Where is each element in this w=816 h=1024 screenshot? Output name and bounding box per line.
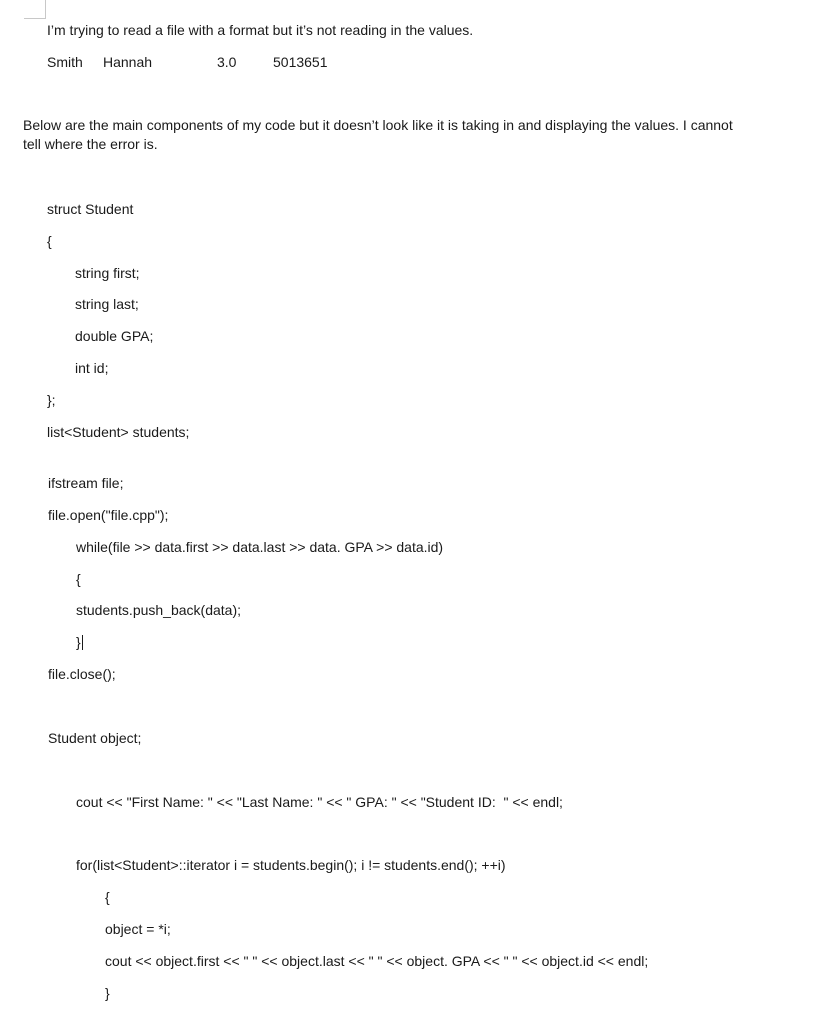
code-struct-brace-open: { (47, 233, 52, 249)
code-field-first: string first; (75, 265, 140, 281)
corner-mark-vertical (45, 0, 46, 19)
code-file-open: file.open("file.cpp"); (48, 507, 169, 523)
code-for-line: for(list<Student>::iterator i = students.begin(); i != students.end(); ++i) (76, 857, 506, 873)
sample-id: 5013651 (273, 54, 328, 70)
description-line-1: Below are the main components of my code but it doesn’t look like it is taking in and displaying the values. I cannot (23, 117, 733, 133)
code-push-back: students.push_back(data); (76, 602, 241, 618)
code-while-brace-close: } (76, 634, 81, 650)
code-file-close: file.close(); (48, 666, 116, 682)
code-for-brace-close: } (105, 985, 110, 1001)
code-field-id: int id; (75, 360, 109, 376)
code-cout-row: cout << object.first << " " << object.last << " " << object. GPA << " " << object.id << endl; (105, 953, 649, 969)
code-list-decl: list<Student> students; (47, 424, 190, 440)
corner-mark-horizontal (24, 18, 46, 19)
sample-first-name: Hannah (103, 54, 153, 70)
code-while-close-line (76, 633, 83, 651)
sample-last-name: Smith (47, 54, 83, 70)
intro-text: I’m trying to read a file with a format but it’s not reading in the values. (47, 22, 474, 38)
code-struct-decl: struct Student (47, 201, 134, 217)
code-ifstream-decl: ifstream file; (48, 475, 124, 491)
code-field-last: string last; (75, 296, 139, 312)
code-struct-close: }; (47, 392, 56, 408)
code-object-assign: object = *i; (105, 921, 171, 937)
code-while-line: while(file >> data.first >> data.last >> data. GPA >> data.id) (76, 539, 444, 555)
code-while-brace-open: { (76, 571, 81, 587)
code-object-decl: Student object; (48, 730, 142, 746)
description-line-2: tell where the error is. (23, 136, 158, 152)
code-cout-header: cout << "First Name: " << "Last Name: " << " GPA: " << "Student ID: " << endl; (76, 794, 563, 810)
sample-gpa: 3.0 (217, 54, 237, 70)
code-for-brace-open: { (105, 889, 110, 905)
code-field-gpa: double GPA; (75, 328, 154, 344)
text-cursor (82, 635, 83, 650)
